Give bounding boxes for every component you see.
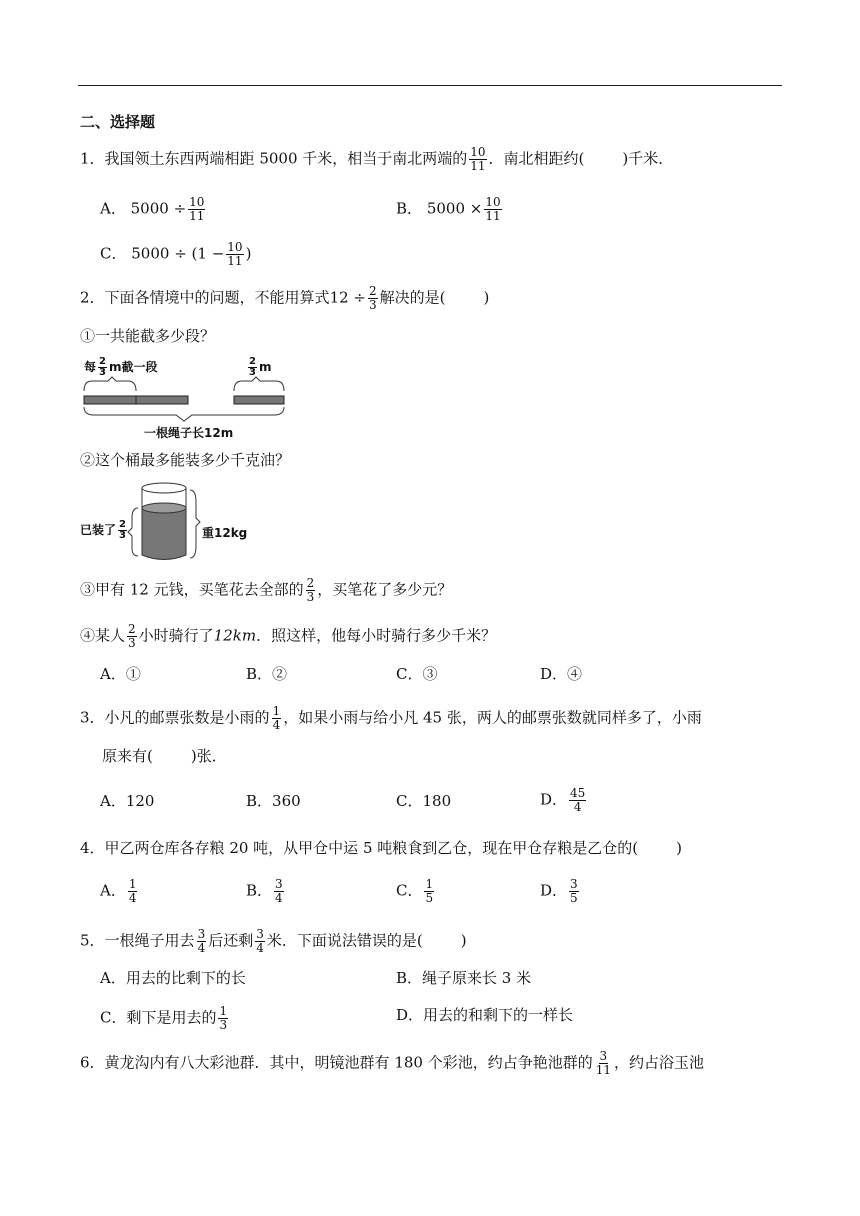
q4-option-a[interactable]: A． $\frac{1}{4}$ [100,877,137,905]
q5-option-d[interactable]: D．用去的和剩下的一样长 [396,1006,574,1024]
q4-option-d[interactable]: D． $\frac{3}{5}$ [540,877,578,905]
q1-option-a[interactable]: A． 5000 ÷ $\frac{10}{11}$ [100,195,205,223]
q5-option-b[interactable]: B．绳子原来长 3 米 [396,969,532,987]
q5-option-a[interactable]: A．用去的比剩下的长 [100,969,246,987]
q3-option-d[interactable]: D． $\frac{45}{4}$ [540,786,586,814]
q3-option-b[interactable]: B．360 [246,792,301,810]
q2-option-a[interactable]: A．① [100,665,141,683]
section-title: 二、选择题 [80,113,156,131]
q1-option-c[interactable]: C． 5000 ÷ (1 − $\frac{10}{11}$ ) [100,240,252,268]
question-1: 1．我国领土东西两端相距 5000 千米，相当于南北两端的 $\frac{10}{11}$ ．南北相距约( )千米． [80,145,674,173]
question-4: 4．甲乙两仓库各存粮 20 吨，从甲仓中运 5 吨粮食到乙仓，现在甲仓存粮是乙仓的( ) [80,839,682,857]
question-3-line2: 原来有( )张． [102,747,227,765]
q3-option-c[interactable]: C．180 [396,792,452,810]
situation-1: ①一共能截多少段？ [80,327,216,345]
situation-2: ②这个桶最多能装多少千克油？ [80,451,291,469]
question-6: 6．黄龙沟内有八大彩池群．其中，明镜池群有 180 个彩池，约占争艳池群的 $\frac{3}{11}$ ，约占浴玉池 [80,1049,705,1077]
q4-option-c[interactable]: C． $\frac{1}{5}$ [396,877,434,905]
header-rule [78,85,782,86]
q5-option-c[interactable]: C．剩下是用去的 $\frac{1}{3}$ [100,1004,228,1032]
q2-option-c[interactable]: C．③ [396,665,438,683]
q1-option-b[interactable]: B． 5000 × $\frac{10}{11}$ [396,195,501,223]
situation-3: ③甲有 12 元钱，买笔花去全部的 $\frac{2}{3}$ ，买笔花了多少元？ [80,576,453,604]
rope-figure: 每 $\frac{2}{3}$ m截一段 $\frac{2}{3}$ m 一根绳子长12m [80,355,290,445]
situation-4: ④某人 $\frac{2}{3}$ 小时骑行了12km．照这样，他每小时骑行多少千米？ [80,622,497,650]
bucket-figure: 已装了 $\frac{2}{3}$ 重12kg [80,480,260,565]
q2-option-d[interactable]: D．④ [540,665,583,683]
q3-option-a[interactable]: A．120 [100,792,155,810]
question-5: 5．一根绳子用去 $\frac{3}{4}$ 后还剩 $\frac{3}{4}$ 米．下面说法错误的是( ) [80,927,467,955]
question-3: 3．小凡的邮票张数是小雨的 $\frac{1}{4}$ ，如果小雨与给小凡 45 张，两人的邮票张数就同样多了，小雨 [80,704,702,732]
q2-option-b[interactable]: B．② [246,665,288,683]
q4-option-b[interactable]: B． $\frac{3}{4}$ [246,877,283,905]
fraction: $\frac{10}{11}$ [470,145,486,173]
question-2: 2．下面各情境中的问题，不能用算式12 ÷ $\frac{2}{3}$ 解决的是( ) [80,284,490,312]
